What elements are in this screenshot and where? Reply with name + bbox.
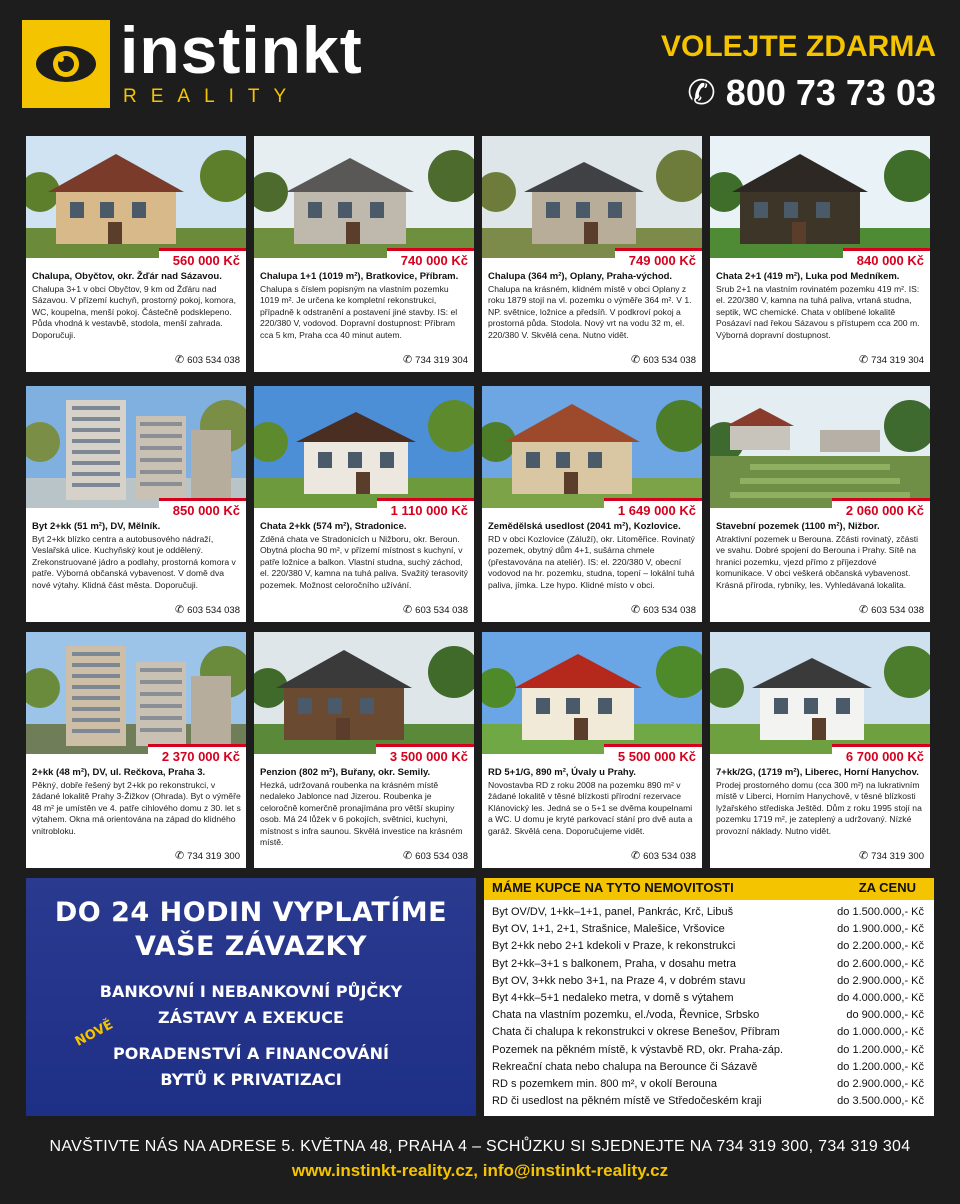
buyers-row — [484, 973, 934, 990]
property-title: Chalupa, Obyčtov, okr. Žďár nad Sázavou. — [32, 271, 222, 282]
buyers-row-price: do 1.000.000,- Kč — [837, 1026, 924, 1039]
property-description: Novostavba RD z roku 2008 na pozemku 890 m² v žádané lokalitě v těsné blízkosti přírodní rezervace Klánovický les. Jedná se o 5+1 se dvěma koupelnami a WC. U domu je kryté parkovací stání pro dvě auta a garáž. Skvělá cena. Doporučujeme vidět. — [488, 780, 693, 836]
property-photo-image — [482, 136, 702, 258]
phone-icon: ✆ — [402, 850, 413, 862]
property-card[interactable] — [26, 632, 246, 868]
property-photo-image — [254, 386, 474, 508]
property-description: Chalupa s číslem popisným na vlastním pozemku 1019 m². Je určena ke kompletní rekonstrukci, případně k odstranění a postavení jiné stavby. IS: el 220/380 V, vodovod. Dopravní dostupnost: Příbram cca 5 km, Praha cca 40 minut autem. — [260, 284, 458, 340]
property-photo-image — [254, 632, 474, 754]
buyers-row-item: Byt OV/DV, 1+kk–1+1, panel, Pankrác, Krč, Libuš — [492, 906, 734, 918]
property-price: 2 370 000 Kč — [148, 744, 246, 767]
property-price: 5 500 000 Kč — [604, 744, 702, 767]
phone-icon: ✆ — [174, 850, 185, 862]
buyers-row — [484, 1042, 934, 1059]
property-card[interactable] — [254, 136, 474, 372]
promo-line-4: ZÁSTAVY A EXEKUCE — [158, 1008, 344, 1027]
buyers-price-heading: ZA CENU — [858, 880, 916, 895]
property-phone-number: 603 534 038 — [187, 605, 240, 616]
buyers-row-price: do 2.200.000,- Kč — [837, 940, 924, 953]
buyers-row — [484, 904, 934, 921]
property-photo-image — [482, 632, 702, 754]
property-title: 7+kk/2G, (1719 m²), Liberec, Horní Hanychov. — [716, 767, 919, 778]
property-phone-number: 603 534 038 — [643, 851, 696, 862]
property-phone[interactable] — [175, 604, 240, 617]
promo-line-6: BYTŮ K PRIVATIZACI — [160, 1070, 342, 1089]
property-description: Chalupa na krásném, klidném místě v obci Oplany z roku 1879 stojí na vl. pozemku o výměře 364 m². V 1. NP. světnice, ložnice a předsíň. V podkroví pokoj a prostorná půda. Stodola. Nový vrt na vodu 32 m, el. 220/380 V. Skvělá cena. Nutno vidět. — [488, 284, 692, 340]
buyers-row-item: RD či usedlost na pěkném místě ve Středočeském kraji — [492, 1095, 762, 1108]
property-description: RD v obci Kozlovice (Záluží), okr. Litoměřice. Rovinatý pozemek, obytný dům 4+1, sušárna chmele (přestavována na ateliér). IS: el. 220/380 V, obecní vodovod na hr. pozemku, studna, topení – lokální tuhá paliva, jímka. Lze hypo. Klidné místo v obci. — [488, 534, 695, 590]
buyers-row-item: Rekreační chata nebo chalupa na Berounce či Sázavě — [492, 1060, 758, 1073]
property-photo[interactable] — [26, 136, 246, 258]
promo-line-5: PORADENSTVÍ A FINANCOVÁNÍ — [113, 1044, 389, 1063]
buyers-row-item: Byt 2+kk nebo 2+1 kdekoli v Praze, k rekonstrukci — [492, 940, 736, 953]
eye-icon — [34, 32, 98, 96]
buyers-list-header — [484, 878, 934, 900]
phone-icon: ✆ — [630, 850, 641, 862]
buyers-row-price: do 2.900.000,- Kč — [837, 974, 924, 987]
property-price: 2 060 000 Kč — [832, 498, 930, 521]
buyers-list-box — [484, 878, 934, 1116]
property-phone[interactable] — [403, 850, 468, 863]
buyers-row-price: do 1.900.000,- Kč — [837, 923, 924, 936]
buyers-row — [484, 938, 934, 955]
buyers-row — [484, 1076, 934, 1093]
property-phone-number: 734 319 304 — [871, 355, 924, 366]
property-title: Penzion (802 m²), Buřany, okr. Semily. — [260, 767, 431, 778]
property-phone-number: 603 534 038 — [643, 355, 696, 366]
property-title: 2+kk (48 m²), DV, ul. Rečkova, Praha 3. — [32, 767, 206, 778]
phone-icon: ✆ — [402, 354, 413, 366]
buyers-row-item: Byt OV, 3+kk nebo 3+1, na Praze 4, v dobrém stavu — [492, 974, 746, 987]
buyers-row-price: do 1.200.000,- Kč — [837, 1060, 924, 1073]
property-price: 840 000 Kč — [843, 248, 930, 271]
property-description: Prodej prostorného domu (cca 300 m²) na lukrativním místě v Liberci, Horním Hanychově, v těsné blízkosti lyžařského střediska Ještěd. Dům z roku 1995 stojí na pozemku 1719 m², je zateplený a udržovaný. Nízké provozní náklady. Nutno vidět. — [716, 780, 922, 836]
property-phone[interactable] — [631, 354, 696, 367]
property-title: Chata 2+1 (419 m²), Luka pod Medníkem. — [716, 271, 900, 282]
property-phone-number: 734 319 300 — [187, 851, 240, 862]
property-description: Atraktivní pozemek u Berouna. Zčásti rovinatý, zčásti ve svahu. Dobré spojení do Berouna i Prahy. Sítě na hranici pozemku, vjezd přímo z příjezdové komunikace. V obci veškerá občanská vybavenost. Krásná příroda, rybníky, les. Vyhledávaná lokalita. — [716, 534, 919, 590]
property-price: 1 649 000 Kč — [604, 498, 702, 521]
property-photo-image — [710, 136, 930, 258]
buyers-list — [484, 904, 934, 1110]
property-card[interactable] — [710, 632, 930, 868]
property-phone-number: 603 534 038 — [871, 605, 924, 616]
buyers-row-price: do 900.000,- Kč — [846, 1009, 924, 1022]
property-photo[interactable] — [710, 386, 930, 508]
property-card[interactable] — [710, 136, 930, 372]
buyers-row — [484, 1024, 934, 1041]
property-card[interactable] — [254, 632, 474, 868]
phone-icon: ✆ — [858, 604, 869, 616]
footer-web-link[interactable]: www.instinkt-reality.cz, info@instinkt-reality.cz — [291, 1161, 669, 1180]
promo-line-3: BANKOVNÍ I NEBANKOVNÍ PŮJČKY — [99, 982, 403, 1001]
property-photo-image — [710, 386, 930, 508]
buyers-row-price: do 1.200.000,- Kč — [837, 1043, 924, 1056]
property-price: 749 000 Kč — [615, 248, 702, 271]
property-price: 850 000 Kč — [159, 498, 246, 521]
property-photo-image — [482, 386, 702, 508]
property-price: 3 500 000 Kč — [376, 744, 474, 767]
property-phone[interactable] — [859, 604, 924, 617]
phone-icon: ✆ — [630, 604, 641, 616]
property-title: Chata 2+kk (574 m²), Stradonice. — [260, 521, 407, 532]
promo-headline-2: VAŠE ZÁVAZKY — [135, 931, 367, 962]
property-photo-image — [710, 632, 930, 754]
property-title: Zemědělská usedlost (2041 m²), Kozlovice. — [488, 521, 681, 532]
property-photo[interactable] — [254, 632, 474, 754]
buyers-row-item: Chata či chalupa k rekonstrukci v okrese Benešov, Příbram — [492, 1026, 780, 1039]
buyers-row — [484, 990, 934, 1007]
promo-box — [26, 878, 476, 1116]
property-phone[interactable] — [403, 604, 468, 617]
property-photo[interactable] — [482, 136, 702, 258]
buyers-row-price: do 4.000.000,- Kč — [837, 991, 924, 1004]
buyers-row-item: Byt 4+kk–5+1 nedaleko metra, v domě s výtahem — [492, 991, 734, 1004]
buyers-row — [484, 1007, 934, 1024]
property-description: Hezká, udržovaná roubenka na krásném místě nedaleko Jablonce nad Jizerou. Roubenka je celoročně komerčně pronajímána pro větší skupiny osob. Má 24 lůžek v 6 pokojích, světnici, kuchyni, místnost s infra saunou. Skvělá investice na krásném místě. — [260, 780, 463, 848]
phone-icon: ✆ — [174, 604, 185, 616]
property-phone-number: 603 534 038 — [187, 355, 240, 366]
property-photo[interactable] — [710, 632, 930, 754]
call-free-phone[interactable] — [687, 72, 936, 114]
logo-mark — [22, 20, 110, 108]
buyers-row-price: do 1.500.000,- Kč — [837, 906, 924, 918]
phone-icon: ✆ — [858, 850, 869, 862]
footer-address: NAVŠTIVTE NÁS NA ADRESE 5. KVĚTNA 48, PRAHA 4 – SCHŮZKU SI SJEDNEJTE NA 734 319 300, 734 319 304 — [49, 1138, 911, 1155]
property-phone[interactable] — [631, 604, 696, 617]
property-description: Zděná chata ve Stradonicích u Nižboru, okr. Beroun. Obytná plocha 90 m², v přízemí místnost s kuchyní, v patře ložnice a balkon. Vlastní studna, suchý záchod, el. 220/380 V, kamna na tuhá paliva. Svažitý terasovitý pozemek. Možnost celoročního užívání. — [260, 534, 468, 590]
property-phone[interactable] — [403, 354, 468, 367]
property-price: 560 000 Kč — [159, 248, 246, 271]
phone-icon: ✆ — [858, 354, 869, 366]
property-price: 6 700 000 Kč — [832, 744, 930, 767]
property-price: 740 000 Kč — [387, 248, 474, 271]
property-card[interactable] — [26, 386, 246, 622]
property-card[interactable] — [254, 386, 474, 622]
property-description: Srub 2+1 na vlastním rovinatém pozemku 419 m². IS: el. 220/380 V, kamna na tuhá paliva, vrtaná studna, septik, WC chemické. Chata v oblíbené lokalitě Posázaví nad řekou Sázavou s přístupem cca 200 m. Výborná dopravní dostupnost. — [716, 284, 920, 340]
property-card[interactable] — [710, 386, 930, 622]
property-title: Chalupa (364 m²), Oplany, Praha-východ. — [488, 271, 673, 282]
promo-headline-1: DO 24 HODIN VYPLATÍME — [54, 897, 448, 928]
buyers-row-price: do 2.900.000,- Kč — [837, 1077, 924, 1090]
phone-icon: ✆ — [174, 354, 185, 366]
buyers-row — [484, 1093, 934, 1110]
buyers-row-item: RD s pozemkem min. 800 m², v okolí Berouna — [492, 1077, 717, 1090]
property-title: Byt 2+kk (51 m²), DV, Mělník. — [32, 521, 161, 532]
property-price: 1 110 000 Kč — [377, 498, 474, 521]
buyers-row — [484, 1059, 934, 1076]
property-photo[interactable] — [254, 136, 474, 258]
property-phone-number: 734 319 304 — [415, 355, 468, 366]
property-photo-image — [254, 136, 474, 258]
property-phone[interactable] — [859, 354, 924, 367]
buyers-row-item: Byt OV, 1+1, 2+1, Strašnice, Malešice, Vršovice — [492, 923, 725, 936]
brand-subtitle: REALITY — [123, 86, 301, 107]
property-photo[interactable] — [26, 386, 246, 508]
property-title: RD 5+1/G, 890 m², Úvaly u Prahy. — [488, 767, 636, 778]
property-photo[interactable] — [710, 136, 930, 258]
buyers-row-price: do 3.500.000,- Kč — [837, 1095, 924, 1108]
buyers-row — [484, 956, 934, 973]
call-free-number: 800 73 73 03 — [725, 72, 936, 113]
property-photo[interactable] — [26, 632, 246, 754]
property-phone[interactable] — [175, 850, 240, 863]
buyers-row — [484, 921, 934, 938]
property-phone[interactable] — [631, 850, 696, 863]
property-card[interactable] — [482, 632, 702, 868]
property-phone[interactable] — [175, 354, 240, 367]
property-phone-number: 603 534 038 — [415, 851, 468, 862]
buyers-row-item: Byt 2+kk–3+1 s balkonem, Praha, v dosahu metra — [492, 957, 736, 970]
property-card[interactable] — [482, 386, 702, 622]
property-photo[interactable] — [482, 386, 702, 508]
property-card[interactable] — [482, 136, 702, 372]
buyers-row-item: Pozemek na pěkném místě, k výstavbě RD, okr. Praha-záp. — [492, 1043, 784, 1056]
property-title: Stavební pozemek (1100 m²), Nižbor. — [716, 521, 880, 532]
buyers-list-heading: MÁME KUPCE NA TYTO NEMOVITOSTI — [492, 880, 734, 895]
property-photo[interactable] — [254, 386, 474, 508]
property-phone-number: 734 319 300 — [871, 851, 924, 862]
property-photo-image — [26, 136, 246, 258]
property-phone-number: 603 534 038 — [415, 605, 468, 616]
property-description: Chalupa 3+1 v obci Obyčtov, 9 km od Žďáru nad Sázavou. V přízemí kuchyň, prostorný pokoj, komora, WC, koupelna, menší pokoj. Částečně podsklepeno. Půda vhodná k vestavbě, stodola, menší zahrada. Doporučuji. — [32, 284, 236, 340]
call-free-heading: VOLEJTE ZDARMA — [660, 30, 936, 63]
brand-name: instinkt — [120, 13, 363, 87]
property-photo-image — [26, 632, 246, 754]
property-description: Pěkný, dobře řešený byt 2+kk po rekonstrukci, v žádané lokalitě Prahy 3-Žižkov (Ohrada). Byt o výměře 48 m² je umístěn ve 4. patře cihlového domu z 30. let s výtahem. Okna má orientována na západ do klidného vnitrobloku. — [32, 780, 241, 836]
phone-icon: ✆ — [687, 74, 716, 112]
property-phone-number: 603 534 038 — [643, 605, 696, 616]
new-badge: NOVĚ — [72, 1017, 116, 1050]
phone-icon: ✆ — [402, 604, 413, 616]
property-phone[interactable] — [859, 850, 924, 863]
property-photo-image — [26, 386, 246, 508]
property-title: Chalupa 1+1 (1019 m²), Bratkovice, Příbram. — [260, 271, 459, 282]
property-description: Byt 2+kk blízko centra a autobusového nádraží, Veslařská ulice. Kuchyňský kout je oddělený. Zrekonstruované jádro a podlahy, prostorná komora v patře. Výborná občanská vybavenost. V domě dva nové výtahy. Klidná část města. Doporučuji. — [32, 534, 236, 590]
phone-icon: ✆ — [630, 354, 641, 366]
buyers-row-item: Chata na vlastním pozemku, el./voda, Řevnice, Srbsko — [492, 1009, 760, 1022]
property-card[interactable] — [26, 136, 246, 372]
buyers-row-price: do 2.600.000,- Kč — [837, 957, 924, 970]
property-photo[interactable] — [482, 632, 702, 754]
